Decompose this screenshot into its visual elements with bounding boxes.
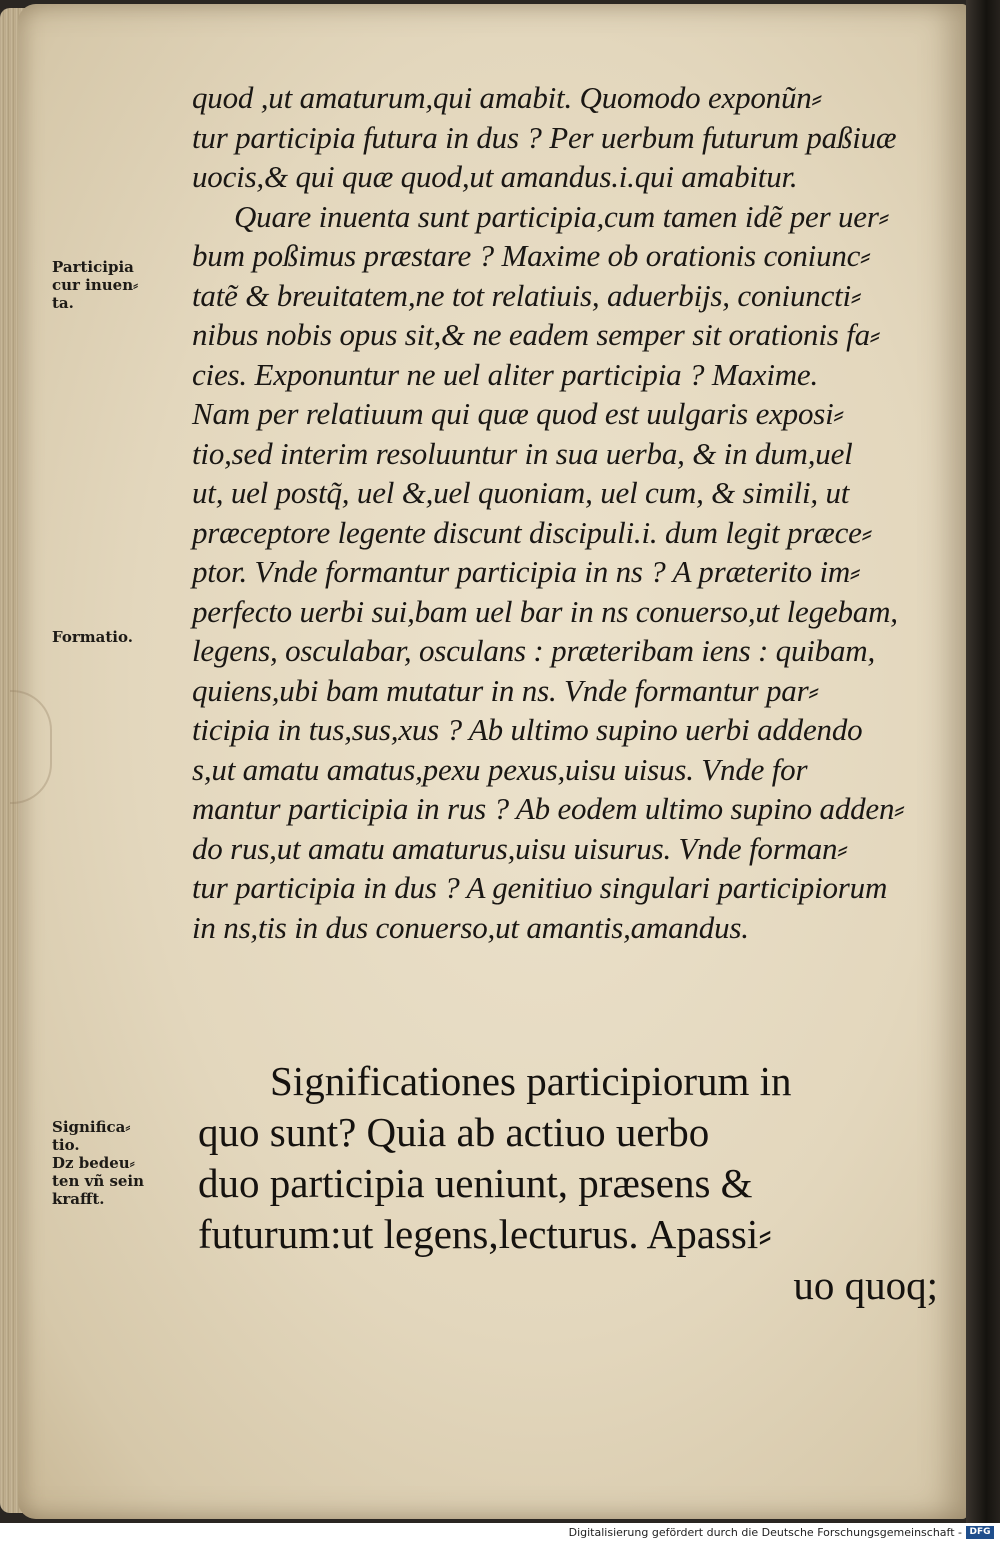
text-line: quo sunt? Quia ab actiuo uerbo — [198, 1109, 710, 1155]
margin-note-participia — [52, 258, 187, 312]
margin-note-line: ta. — [52, 294, 74, 312]
text-line: cies. Exponuntur ne uel aliter participia ? Maxime. — [192, 356, 819, 392]
margin-note-line: Participia — [52, 258, 134, 276]
margin-note-line: Dz bedeu⸗ — [52, 1154, 135, 1172]
text-line: uocis,& qui quæ quod,ut amandus.i.qui amabitur. — [192, 159, 798, 194]
dfg-logo-icon: DFG — [966, 1526, 994, 1539]
text-line: futurum:ut legens,lecturus. Apassi⸗ — [198, 1211, 772, 1257]
text-line: mantur participia in rus ? Ab eodem ultimo supino adden⸗ — [192, 791, 905, 826]
margin-note-significatio — [52, 1118, 187, 1208]
text-line: Quare inuenta sunt participia,cum tamen idẽ per uer⸗ — [234, 198, 889, 234]
text-line: s,ut amatu amatus,pexu pexus,uisu uisus. Vnde for — [192, 751, 808, 787]
margin-note-line: ten vñ sein — [52, 1172, 145, 1190]
margin-note-line: Significa⸗ — [52, 1118, 131, 1136]
book-binding — [966, 0, 1000, 1523]
text-line: in ns,tis in dus conuerso,ut amantis,amandus. — [192, 909, 749, 945]
text-line: ticipia in tus,sus,xus ? Ab ultimo supino uerbi addendo — [192, 712, 863, 747]
text-line: tio,sed interim resoluuntur in sua uerba, & in dum,uel — [192, 435, 853, 471]
body-text-roman-large — [198, 1056, 938, 1311]
text-line: perfecto uerbi sui,bam uel bar in ns conuerso,ut legebam, — [192, 593, 898, 629]
text-line: Nam per relatiuum qui quæ quod est uulgaris exposi⸗ — [192, 396, 844, 431]
text-line: ut, uel postq̃, uel &,uel quoniam, uel cum, & simili, ut — [192, 475, 850, 510]
text-line: quiens,ubi bam mutatur in ns. Vnde formantur par⸗ — [192, 672, 819, 708]
text-line: nibus nobis opus sit,& ne eadem semper sit orationis fa⸗ — [192, 317, 881, 352]
body-text-italic — [192, 78, 937, 947]
margin-note-line: Formatio. — [52, 628, 133, 646]
text-line: præceptore legente discunt discipuli.i. dum legit præce⸗ — [192, 514, 872, 550]
text-line: bum poßimus præstare ? Maxime ob orationis coniunc⸗ — [192, 238, 871, 273]
funding-credit: Digitalisierung gefördert durch die Deutsche Forschungsgemeinschaft - — [568, 1526, 962, 1539]
margin-note-line: tio. — [52, 1136, 80, 1154]
text-line: Significationes participiorum in — [270, 1058, 792, 1104]
text-line: quod ,ut amaturum,qui amabit. Quomodo exponũn⸗ — [192, 80, 822, 115]
text-line: tatẽ & breuitatem,ne tot relatiuis, aduerbijs, coniuncti⸗ — [192, 277, 862, 313]
margin-note-line: cur inuen⸗ — [52, 276, 139, 294]
margin-note-formatio — [52, 628, 187, 646]
text-line: legens, osculabar, osculans : præteribam iens : quibam, — [192, 633, 876, 668]
text-line: tur participia in dus ? A genitiuo singulari participiorum — [192, 870, 888, 905]
text-line: ptor. Vnde formantur participia in ns ? A præterito im⸗ — [192, 554, 861, 589]
catchword: uo quoq; — [793, 1262, 938, 1308]
text-line: do rus,ut amatu amaturus,uisu uisurus. Vnde forman⸗ — [192, 830, 848, 866]
text-line: duo participia ueniunt, præsens & — [198, 1160, 753, 1206]
text-line: tur participia futura in dus ? Per uerbum futurum paßiuæ — [192, 119, 897, 155]
margin-note-line: krafft. — [52, 1190, 105, 1208]
footer-bar — [0, 1523, 1000, 1543]
